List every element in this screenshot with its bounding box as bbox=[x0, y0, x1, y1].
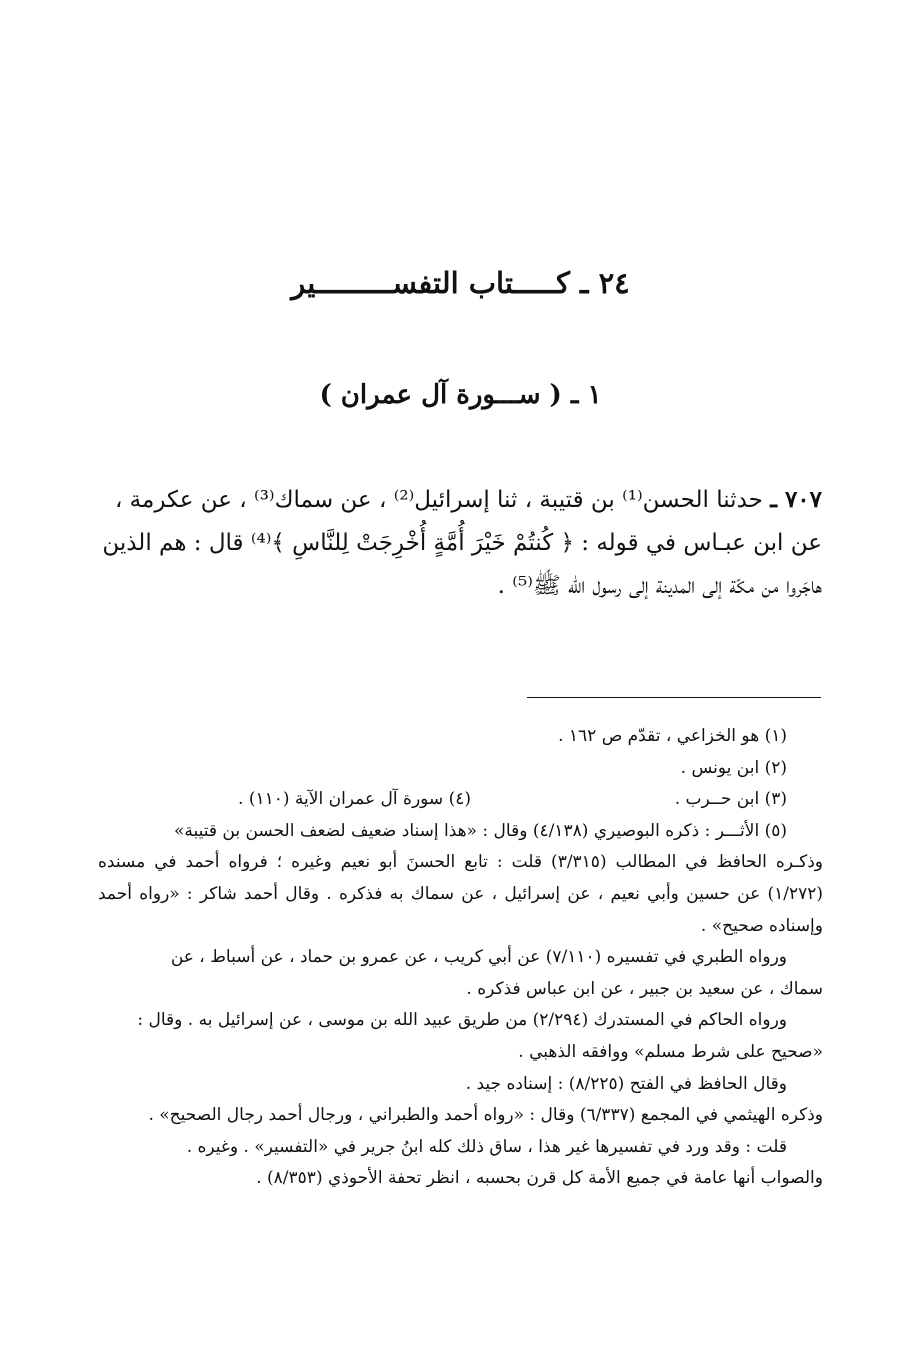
footnote-5-line-4: وإسناده صحيح» . bbox=[700, 915, 823, 936]
footnote-5-line-8: «صحيح على شرط مسلم» ووافقه الذهبي . bbox=[518, 1041, 823, 1062]
footnote-5-line-10: وذكره الهيثمي في المجمع (٦/٣٣٧) وقال : «رواه أحمد والطبراني ، ورجال أحمد رجال الصحيح» . bbox=[148, 1105, 823, 1126]
footnote-3: (٣) ابن حــرب . bbox=[674, 789, 787, 810]
footnote-5-line-11: قلت : وقد ورد في تفسيرها غير هذا ، ساق ذلك كله ابنُ جرير في «التفسير» . وغيره . bbox=[186, 1136, 787, 1157]
footnote-5-line-7: ورواه الحاكم في المستدرك (٢/٢٩٤) من طريق عبيد الله بن موسى ، عن إسرائيل به . وقال : bbox=[137, 1010, 787, 1031]
footnotes bbox=[98, 721, 823, 1195]
hadith-line-2: عن ابن عبـاس في قوله : ﴿ كُنتُمْ خَيْرَ أُمَّةٍ أُخْرِجَتْ لِلنَّاسِ ﴾⁽⁴⁾ قال : هم الذين bbox=[102, 530, 822, 556]
footnote-5-line-5: ورواه الطبري في تفسيره (٧/١١٠) عن أبي كريب ، عن عمرو بن حماد ، عن أسباط ، عن bbox=[170, 947, 787, 968]
footnote-5-line-6: سماك ، عن سعيد بن جبير ، عن ابن عباس فذكره . bbox=[466, 978, 823, 999]
footnote-5-line-3: (١/٢٧٢) عن حسين وأبي نعيم ، عن إسرائيل ، عن سماك به فذكره . وقال أحمد شاكر : «رواه أحمد bbox=[98, 883, 823, 904]
footnote-row-3-4 bbox=[98, 784, 823, 816]
footnote-5-line-9: وقال الحافظ في الفتح (٨/٢٢٥) : إسناده جيد . bbox=[465, 1073, 787, 1094]
footnote-5-line-1: (٥) الأثـــر : ذكره البوصيري (٤/١٣٨) وقال : «هذا إسناد ضعيف لضعف الحسن بن قتيبة» bbox=[173, 820, 787, 841]
hadith-number: ٧٠٧ ـ bbox=[770, 486, 822, 513]
footnote-1: (١) هو الخزاعي ، تقدّم ص ١٦٢ . bbox=[558, 726, 787, 746]
hadith-text bbox=[100, 478, 822, 608]
hadith-line-1: ٧٠٧ ـ حدثنا الحسن⁽¹⁾ بن قتيبة ، ثنا إسرائيل⁽²⁾ ، عن سماك⁽³⁾ ، عن عكرمة ، bbox=[114, 486, 822, 513]
section-title: ١ ـ ( ســـورة آل عمران ) bbox=[319, 380, 602, 410]
footnote-5-line-12: والصواب أنها عامة في جميع الأمة كل قرن بحسبه ، انظر تحفة الأحوذي (٨/٣٥٣) . bbox=[256, 1168, 823, 1189]
footnote-2: (٢) ابن يونس . bbox=[680, 757, 787, 778]
footnote-4: (٤) سورة آل عمران الآية (١١٠) . bbox=[238, 789, 471, 810]
footnote-5-line-2: وذكـره الحافظ في المطالب (٣/٣١٥) قلت : تابع الحسنَ أبو نعيم وغيره ؛ فرواه أحمد في مسنده bbox=[98, 852, 823, 873]
chapter-title: ٢٤ ـ كـــــتاب التفســـــــــير bbox=[291, 266, 630, 300]
footnote-separator bbox=[527, 697, 821, 698]
hadith-line-3: هاجَروا من مكّة إلى المدينة إلى رسول الله ﷺ⁽⁵⁾ . bbox=[497, 573, 822, 599]
